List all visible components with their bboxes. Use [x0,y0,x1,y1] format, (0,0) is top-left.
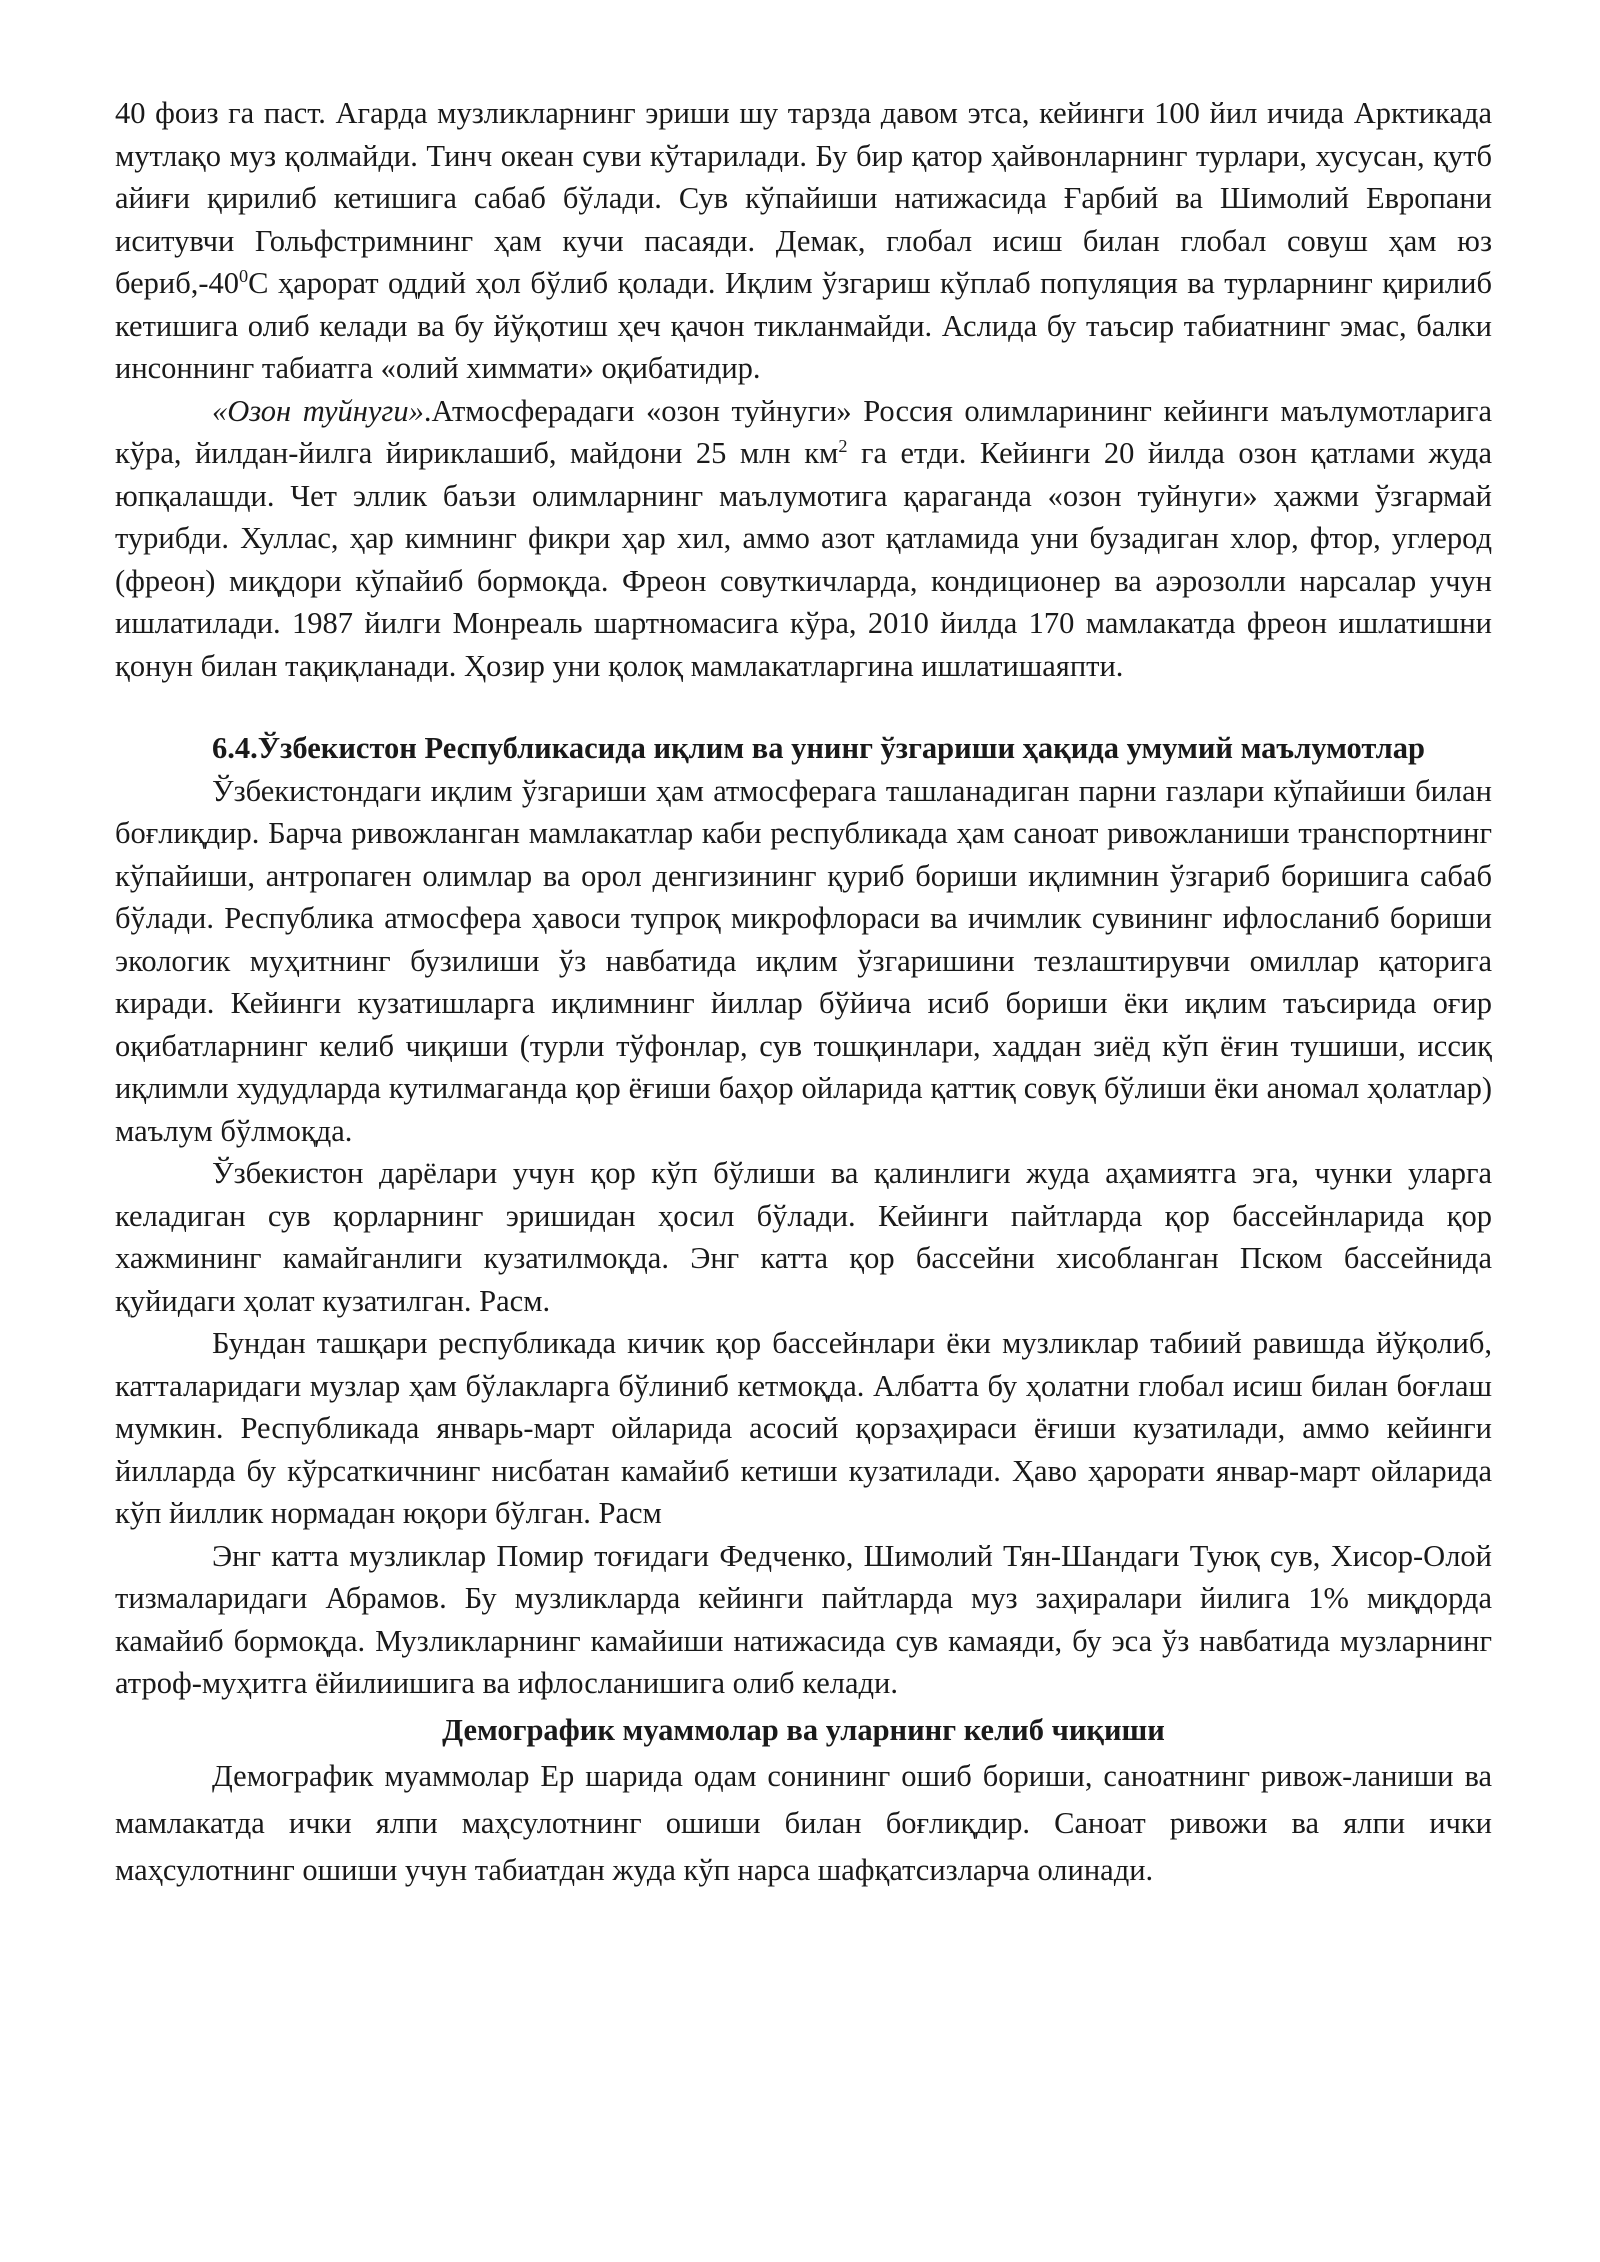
paragraph-text: 40 фоиз га паст. Агарда музликларнинг эриши шу тарзда давом этса, кейинги 100 йил ичида Арктикада мутлақо муз қолмайди. Тинч океан суви кўтарилади. Бу бир қатор ҳайвонларнинг турлари, хусусан, қутб айиғи қирилиб кетишига сабаб бўлади. Сув кўпайиши натижасида Ғарбий ва Шимолий Европани иситувчи Гольфстримнинг ҳам кучи пасаяди. Демак, глобал исиш билан глобал совуш ҳам юз бериб,-40 [115,96,1492,300]
paragraph-snow-basins: Ўзбекистон дарёлари учун қор кўп бўлиши ва қалинлиги жуда аҳамиятга эга, чунки уларга келадиган сув қорларнинг эришидан ҳосил бўлади. Кейинги пайтларда қор бассейнларида қор хажмининг камайганлиги кузатилмоқда. Энг катта қор бассейни хисобланган Пском бассейнида қуйидаги ҳолат кузатилган. Расм. [115,1156,1492,1318]
paragraph-glaciers-disappearing: Бундан ташқари республикада кичик қор бассейнлари ёки музликлар табиий равишда йўқолиб, катталаридаги музлар ҳам бўлакларга бўлиниб кетмоқда. Албатта бу ҳолатни глобал исиш билан боғлаш мумкин. Республикада январь-март ойларида асосий қорзаҳираси ёғиши кузатилади, аммо кейинги йилларда бу кўрсаткичнинг нисбатан камайиб кетиши кузатилади. Ҳаво ҳарорати январ-март ойларида кўп йиллик нормадан юқори бўлган. Расм [115,1326,1492,1530]
superscript-degree: 0 [239,265,249,286]
demography-heading: Демографик муаммолар ва уларнинг келиб чиқиши [442,1712,1165,1747]
document-page [115,92,1492,1894]
superscript-square: 2 [838,435,848,456]
paragraph-text: .Атмосферадаги «озон туйнуги» Россия олимларининг кейинги маълумотларига кўра, йилдан-йилга йириклашиб, майдони 25 млн км [115,393,1492,470]
section-heading: 6.4.Ўзбекистон Республикасида иқлим ва унинг ўзгариши ҳақида умумий маълумотлар [212,731,1425,765]
paragraph-uzbekistan-climate: Ўзбекистондаги иқлим ўзгариши ҳам атмосферага ташланадиган парни газлари кўпайиши билан боғлиқдир. Барча ривожланган мамлакатлар каби республикада ҳам саноат ривожланиши транспортнинг кўпайиши, антропаген олимлар ва орол денгизининг қуриб бориши иқлимнин ўзгариб боришига сабаб бўлади. Республика атмосфера ҳавоси тупроқ микрофлораси ва ичимлик сувининг ифлосланиб бориши экологик муҳитнинг бузилиши ўз навбатида иқлим ўзгаришини тезлаштирувчи омиллар қаторига киради. Кейинги кузатишларга иқлимнинг йиллар бўйича исиб бориши ёки иқлим таъсирида оғир оқибатларнинг келиб чиқиши (турли тўфонлар, сув тошқинлари, хаддан зиёд кўп ёғин тушиши, иссиқ иқлимли худудларда кутилмаганда қор ёғиши баҳор ойларида қаттиқ совуқ бўлиши ёки аномал ҳолатлар) маълум бўлмоқда. [115,773,1492,1148]
paragraph-largest-glaciers: Энг катта музликлар Помир тоғидаги Федченко, Шимолий Тян-Шандаги Туюқ сув, Хисор-Олой тизмаларидаги Абрамов. Бу музликларда кейинги пайтларда муз заҳиралари йилига 1% миқдорда камайиб бормоқда. Музликларнинг камайиши натижасида сув камаяди, бу эса ўз навбатида музларнинг атроф-муҳитга ёйилиишига ва ифлосланишига олиб келади. [115,1538,1492,1700]
paragraph-ozone-hole [115,390,1492,688]
paragraph-text: С ҳарорат оддий ҳол бўлиб қолади. Иқлим ўзгариш кўплаб популяция ва турларнинг қирилиб кетишига олиб келади ва бу йўқотиш ҳеч қачон тикланмайди. Аслида бу таъсир табиатнинг эмас, балки инсоннинг табиатга «олий химмати» оқибатидир. [115,266,1492,385]
paragraph-demography: Демографик муаммолар Ер шарида одам сонининг ошиб бориши, саноатнинг ривож-ланиши ва мамлакатда ички ялпи маҳсулотнинг ошиши билан боғлиқдир. Саноат ривожи ва ялпи ички маҳсулотнинг ошиши учун табиатдан жуда кўп нарса шафқатсизларча олинади. [115,1759,1492,1887]
paragraph-text: га етди. Кейинги 20 йилда озон қатлами жуда юпқалашди. Чет эллик баъзи олимларнинг маълумотига қараганда «озон туйнуги» ҳажми ўзгармай турибди. Хуллас, ҳар кимнинг фикри ҳар хил, аммо азот қатламида уни бузадиган хлор, фтор, углерод (фреон) миқдори кўпайиб бормоқда. Фреон совуткичларда, кондиционер ва аэрозолли нарсалар учун ишлатилади. 1987 йилги Монреаль шартномасига кўра, 2010 йилда 170 мамлакатда фреон ишлатишни қонун билан тақиқланади. Ҳозир уни қолоқ мамлакатларгина ишлатишаяпти. [115,436,1492,683]
italic-term: «Озон туйнуги» [212,393,424,428]
paragraph-arctic-ice [115,92,1492,390]
